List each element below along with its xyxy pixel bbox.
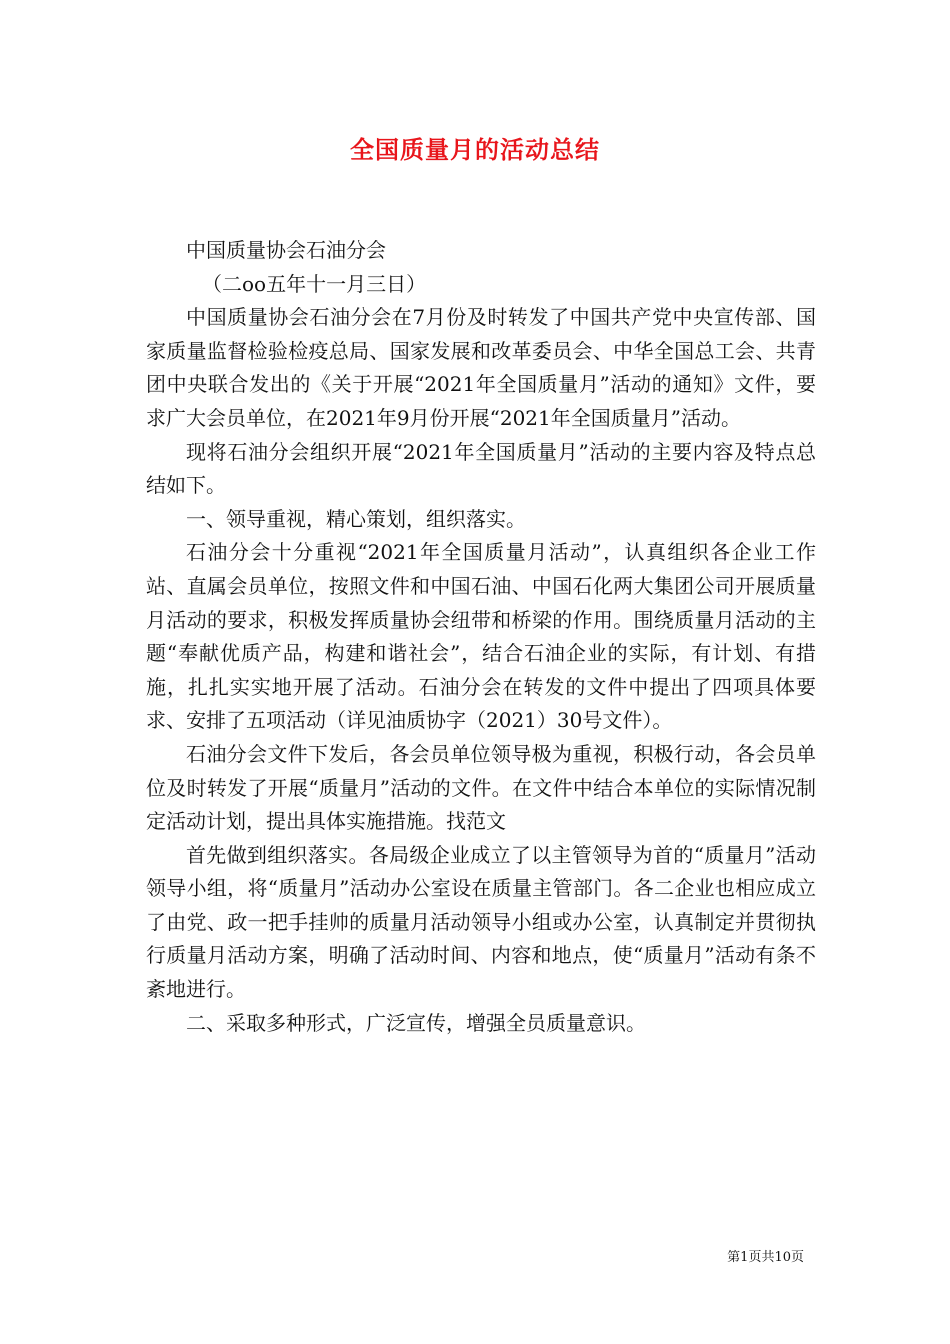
organization-name: 中国质量协会石油分会 [186, 238, 386, 262]
page-number-footer: 第1页共10页 [727, 1250, 804, 1265]
paragraph-4: 石油分会文件下发后，各会员单位领导极为重视，积极行动，各会员单位及时转发了开展“质量月”活动的文件。在文件中结合本单位的实际情况制定活动计划，提出具体实施措施。找范文 [146, 741, 816, 834]
document-title: 全国质量月的活动总结 [350, 135, 600, 164]
document-date: （二oo五年十一月三日） [202, 271, 427, 296]
paragraph-5: 首先做到组织落实。各局级企业成立了以主管领导为首的“质量月”活动领导小组，将“质量月”活动办公室设在质量主管部门。各二企业也相应成立了由党、政一把手挂帅的质量月活动领导小组或办公室，认真制定并贯彻执行质量月活动方案，明确了活动时间、内容和地点，使“质量月”活动有条不紊地进行。 [146, 842, 816, 1002]
document-body [146, 234, 816, 1040]
paragraph-3: 石油分会十分重视“2021年全国质量月活动”，认真组织各企业工作站、直属会员单位，按照文件和中国石油、中国石化两大集团公司开展质量月活动的要求，积极发挥质量协会纽带和桥梁的作用。围绕质量月活动的主题“奉献优质产品，构建和谐社会”，结合石油企业的实际，有计划、有措施，扎扎实实地开展了活动。石油分会在转发的文件中提出了四项具体要求、安排了五项活动（详见油质协字（2021）30号文件）。 [146, 540, 816, 733]
section-heading-1: 一、领导重视，精心策划，组织落实。 [186, 506, 526, 531]
paragraph-1: 中国质量协会石油分会在7月份及时转发了中国共产党中央宣传部、国家质量监督检验检疫总局、国家发展和改革委员会、中华全国总工会、共青团中央联合发出的《关于开展“2021年全国质量月”活动的通知》文件，要求广大会员单位，在2021年9月份开展“2021年全国质量月”活动。 [146, 305, 816, 430]
section-heading-2: 二、采取多种形式，广泛宣传，增强全员质量意识。 [186, 1010, 646, 1035]
paragraph-2: 现将石油分会组织开展“2021年全国质量月”活动的主要内容及特点总结如下。 [146, 439, 816, 498]
